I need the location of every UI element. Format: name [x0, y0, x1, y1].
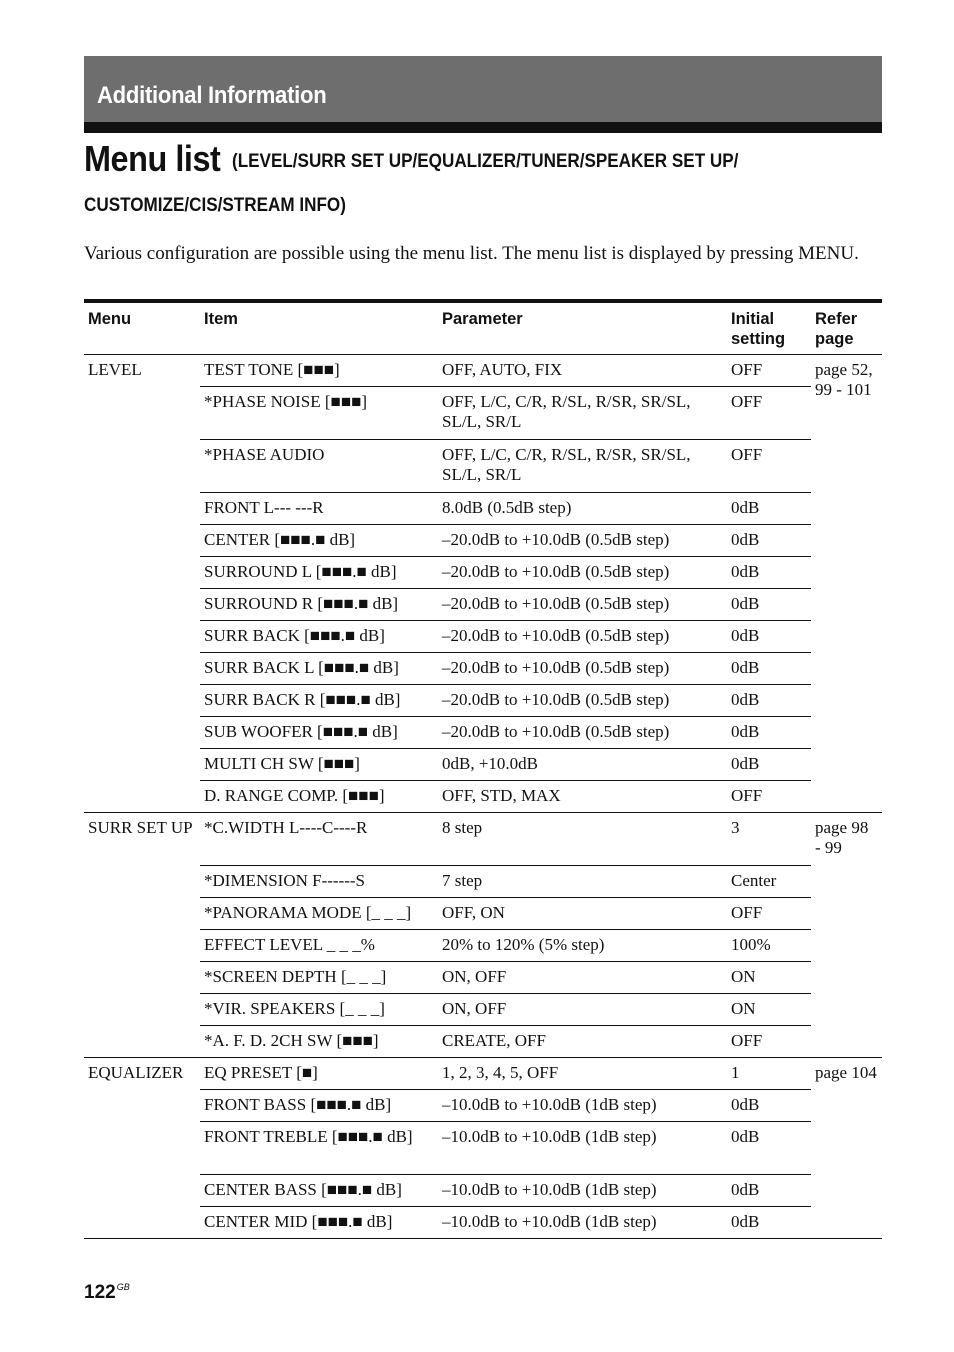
table-row	[84, 781, 882, 813]
item-cell: *SCREEN DEPTH [_ _ _]	[200, 962, 438, 994]
item-cell: SURR BACK R [■■■.■ dB]	[200, 685, 438, 717]
table-row	[84, 557, 882, 589]
menu-list-table	[84, 303, 882, 1239]
section-rule	[84, 122, 882, 133]
refer-page-cell: page 98 - 99	[811, 813, 882, 1058]
initial-setting-cell: OFF	[727, 781, 811, 813]
parameter-cell: 0dB, +10.0dB	[438, 749, 727, 781]
parameter-cell: 1, 2, 3, 4, 5, OFF	[438, 1058, 727, 1090]
initial-setting-cell: OFF	[727, 440, 811, 493]
parameter-cell: –20.0dB to +10.0dB (0.5dB step)	[438, 557, 727, 589]
parameter-cell: –20.0dB to +10.0dB (0.5dB step)	[438, 653, 727, 685]
table-row	[84, 866, 882, 898]
parameter-cell: 8.0dB (0.5dB step)	[438, 493, 727, 525]
table-row	[84, 685, 882, 717]
parameter-cell: 8 step	[438, 813, 727, 866]
section-title: Additional Information	[97, 82, 327, 109]
item-cell: D. RANGE COMP. [■■■]	[200, 781, 438, 813]
initial-setting-cell: 0dB	[727, 1207, 811, 1239]
menu-cell: LEVEL	[84, 355, 200, 813]
table-row	[84, 1090, 882, 1122]
initial-setting-cell: 0dB	[727, 525, 811, 557]
refer-page-cell: page 52, 99 - 101	[811, 355, 882, 813]
table-row	[84, 1175, 882, 1207]
table-row	[84, 387, 882, 440]
header-item: Item	[200, 303, 438, 355]
item-cell: SURR BACK [■■■.■ dB]	[200, 621, 438, 653]
table-row	[84, 653, 882, 685]
menu-cell: SURR SET UP	[84, 813, 200, 1058]
parameter-cell: –20.0dB to +10.0dB (0.5dB step)	[438, 621, 727, 653]
item-cell: FRONT BASS [■■■.■ dB]	[200, 1090, 438, 1122]
page-title-main: Menu list	[84, 138, 221, 179]
item-cell: *PHASE NOISE [■■■]	[200, 387, 438, 440]
initial-setting-cell: 1	[727, 1058, 811, 1090]
table-header-row	[84, 303, 882, 355]
initial-setting-cell: 0dB	[727, 685, 811, 717]
item-cell: CENTER [■■■.■ dB]	[200, 525, 438, 557]
menu-cell: EQUALIZER	[84, 1058, 200, 1239]
intro-paragraph: Various configuration are possible using the menu list. The menu list is displayed by pressing MENU.	[84, 243, 859, 264]
item-cell: *C.WIDTH L----C----R	[200, 813, 438, 866]
refer-page-cell: page 104	[811, 1058, 882, 1239]
item-cell: *VIR. SPEAKERS [_ _ _]	[200, 994, 438, 1026]
parameter-cell: OFF, L/C, C/R, R/SL, R/SR, SR/SL, SL/L, SR/L	[438, 387, 727, 440]
parameter-cell: OFF, AUTO, FIX	[438, 355, 727, 387]
initial-setting-cell: 0dB	[727, 1090, 811, 1122]
page-region: GB	[116, 1282, 130, 1292]
parameter-cell: –20.0dB to +10.0dB (0.5dB step)	[438, 525, 727, 557]
table-body	[84, 355, 882, 1239]
initial-setting-cell: 0dB	[727, 1175, 811, 1207]
header-refer-page: Refer page	[811, 303, 882, 355]
header-initial-setting: Initial setting	[727, 303, 811, 355]
table-row	[84, 898, 882, 930]
initial-setting-cell: OFF	[727, 1026, 811, 1058]
initial-setting-cell: 0dB	[727, 493, 811, 525]
item-cell: *PANORAMA MODE [_ _ _]	[200, 898, 438, 930]
parameter-cell: –20.0dB to +10.0dB (0.5dB step)	[438, 589, 727, 621]
table-row	[84, 1122, 882, 1175]
table-row	[84, 355, 882, 387]
item-cell: CENTER MID [■■■.■ dB]	[200, 1207, 438, 1239]
table-row	[84, 962, 882, 994]
table-row	[84, 525, 882, 557]
table-row	[84, 493, 882, 525]
table-row	[84, 1058, 882, 1090]
table-row	[84, 930, 882, 962]
initial-setting-cell: OFF	[727, 387, 811, 440]
item-cell: FRONT L--- ---R	[200, 493, 438, 525]
item-cell: *PHASE AUDIO	[200, 440, 438, 493]
initial-setting-cell: 0dB	[727, 717, 811, 749]
parameter-cell: –10.0dB to +10.0dB (1dB step)	[438, 1175, 727, 1207]
parameter-cell: ON, OFF	[438, 962, 727, 994]
initial-setting-cell: 0dB	[727, 749, 811, 781]
initial-setting-cell: 100%	[727, 930, 811, 962]
initial-setting-cell: 0dB	[727, 557, 811, 589]
parameter-cell: 20% to 120% (5% step)	[438, 930, 727, 962]
item-cell: SUB WOOFER [■■■.■ dB]	[200, 717, 438, 749]
table-row	[84, 589, 882, 621]
item-cell: SURR BACK L [■■■.■ dB]	[200, 653, 438, 685]
page-title-sub-line1: (LEVEL/SURR SET UP/EQUALIZER/TUNER/SPEAKER SET UP/	[232, 151, 739, 172]
item-cell: FRONT TREBLE [■■■.■ dB]	[200, 1122, 438, 1175]
initial-setting-cell: OFF	[727, 355, 811, 387]
parameter-cell: ON, OFF	[438, 994, 727, 1026]
item-cell: SURROUND L [■■■.■ dB]	[200, 557, 438, 589]
page-number-value: 122	[84, 1282, 116, 1303]
initial-setting-cell: ON	[727, 962, 811, 994]
menu-list-table-wrapper	[84, 299, 882, 1239]
parameter-cell: –10.0dB to +10.0dB (1dB step)	[438, 1122, 727, 1175]
item-cell: EQ PRESET [■]	[200, 1058, 438, 1090]
item-cell: EFFECT LEVEL _ _ _%	[200, 930, 438, 962]
section-header-bar	[84, 56, 882, 122]
parameter-cell: –20.0dB to +10.0dB (0.5dB step)	[438, 685, 727, 717]
initial-setting-cell: 0dB	[727, 621, 811, 653]
parameter-cell: CREATE, OFF	[438, 1026, 727, 1058]
parameter-cell: OFF, STD, MAX	[438, 781, 727, 813]
parameter-cell: –20.0dB to +10.0dB (0.5dB step)	[438, 717, 727, 749]
initial-setting-cell: 3	[727, 813, 811, 866]
parameter-cell: OFF, L/C, C/R, R/SL, R/SR, SR/SL, SL/L, SR/L	[438, 440, 727, 493]
table-row	[84, 994, 882, 1026]
parameter-cell: –10.0dB to +10.0dB (1dB step)	[438, 1090, 727, 1122]
parameter-cell: –10.0dB to +10.0dB (1dB step)	[438, 1207, 727, 1239]
parameter-cell: OFF, ON	[438, 898, 727, 930]
table-row	[84, 813, 882, 866]
header-menu: Menu	[84, 303, 200, 355]
item-cell: CENTER BASS [■■■.■ dB]	[200, 1175, 438, 1207]
item-cell: *DIMENSION F------S	[200, 866, 438, 898]
table-row	[84, 1026, 882, 1058]
table-row	[84, 717, 882, 749]
initial-setting-cell: 0dB	[727, 1122, 811, 1175]
initial-setting-cell: Center	[727, 866, 811, 898]
page-title-sub-line2: CUSTOMIZE/CIS/STREAM INFO)	[84, 195, 346, 216]
table-row	[84, 440, 882, 493]
item-cell: *A. F. D. 2CH SW [■■■]	[200, 1026, 438, 1058]
item-cell: TEST TONE [■■■]	[200, 355, 438, 387]
initial-setting-cell: 0dB	[727, 653, 811, 685]
initial-setting-cell: OFF	[727, 898, 811, 930]
parameter-cell: 7 step	[438, 866, 727, 898]
table-row	[84, 621, 882, 653]
item-cell: MULTI CH SW [■■■]	[200, 749, 438, 781]
item-cell: SURROUND R [■■■.■ dB]	[200, 589, 438, 621]
initial-setting-cell: ON	[727, 994, 811, 1026]
initial-setting-cell: 0dB	[727, 589, 811, 621]
page-number	[84, 1282, 130, 1304]
table-row	[84, 1207, 882, 1239]
table-row	[84, 749, 882, 781]
header-parameter: Parameter	[438, 303, 727, 355]
